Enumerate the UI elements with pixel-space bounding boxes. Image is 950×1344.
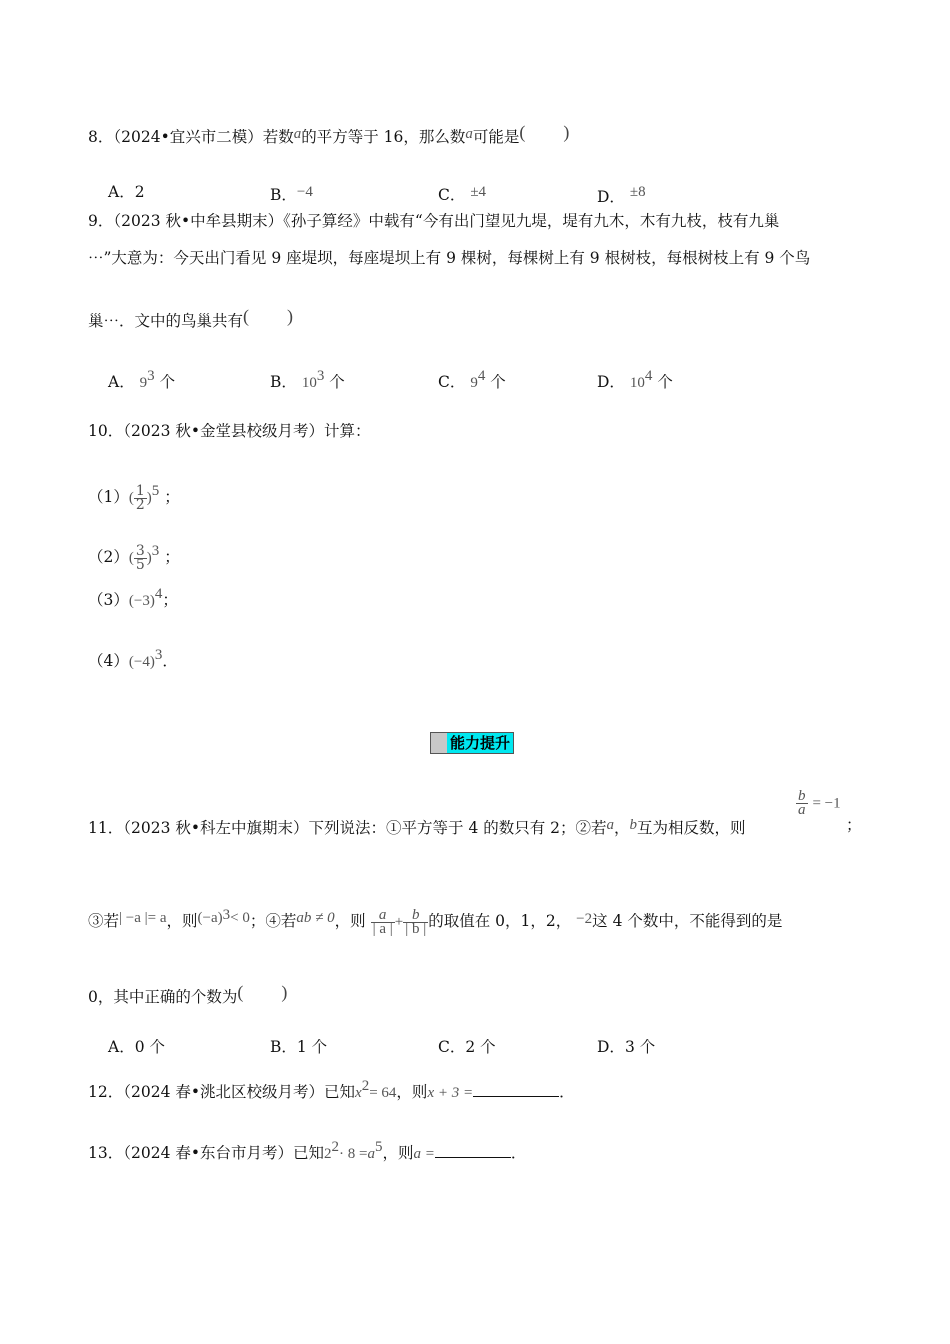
q9-number: 9．: [88, 212, 114, 230]
q8-var-a-2: a: [465, 126, 473, 142]
q9-option-c: C． $9^4$ 个: [438, 368, 506, 391]
question-10: 10．（2023 秋•金堂县校级月考）计算：: [88, 422, 371, 440]
question-11: 11．（2023 秋•科左中旗期末）下列说法：①平方等于 4 的数只有 2；②若a，b互为相反数，则: [88, 817, 746, 837]
section-header: [430, 732, 514, 754]
q9-paren-open: (: [243, 306, 250, 326]
section-title: 能力提升: [447, 733, 513, 753]
q11-option-c: C．2 个: [438, 1038, 496, 1056]
q8-paren-close: ): [563, 122, 570, 142]
question-8: [88, 122, 569, 147]
q9-line-3: 巢⋯．文中的鸟巢共有( ): [88, 306, 294, 330]
question-12: 12．（2024 春•洮北区校级月考）已知$x^2= 64$，则x + 3 = ．: [88, 1078, 575, 1101]
q11-option-b: B．1 个: [270, 1038, 328, 1056]
q8-paren-open: (: [519, 122, 526, 142]
q11-frac-b-over-a: $\frac{b}{a}$ = −1: [798, 788, 841, 818]
q12-answer-blank[interactable]: [473, 1082, 559, 1097]
q9-option-a: A． $9^3$ 个: [108, 368, 176, 391]
q10-item-4: $(4)(-4)^3$．: [88, 647, 178, 670]
q9-source: （2023 秋•中牟县期末）: [113, 212, 284, 230]
q8-option-a: A．2: [108, 183, 145, 201]
q9-line1: 《孙子算经》中载有“今有出门望见九堤，堤有九木，木有九枝，枝有九巢: [283, 212, 780, 230]
q8-number: 8．: [88, 128, 114, 146]
q10-item-2: （2）( $\frac{3}{5}$ )$^3$ ；: [88, 542, 180, 573]
q9-paren-close: ): [287, 306, 294, 326]
q13-answer-blank[interactable]: [435, 1143, 511, 1158]
q11-option-d: D．3 个: [597, 1038, 656, 1056]
q8-option-d: D． ±8: [597, 184, 646, 206]
q9-line-2: ⋯”大意为：今天出门看见 9 座堤坝，每座堤坝上有 9 棵树，每棵树上有 9 根树枝，每根树枝上有 9 个鸟: [88, 249, 811, 267]
q11-semicolon: ；: [846, 816, 862, 834]
q8-text-a: 若数: [262, 128, 294, 146]
q10-item-1: （1）( $\frac{1}{2}$ )$^5$ ；: [88, 482, 180, 513]
q8-source: （2024•宜兴市二模）: [113, 128, 263, 146]
q8-option-c: C． ±4: [438, 184, 487, 204]
section-header-marker: [431, 733, 447, 753]
question-13: 13．（2024 春•东台市月考）已知$2^2\cdot 8 =a^5$，则a = ．: [88, 1139, 527, 1162]
q9-option-d: D． $10^4$ 个: [597, 368, 673, 391]
q8-text-c: 可能是: [472, 128, 520, 146]
q11-option-a: A．0 个: [108, 1038, 165, 1056]
q9-option-b: B． $10^3$ 个: [270, 368, 345, 391]
q8-text-b: 的平方等于 16，那么数: [301, 128, 466, 146]
q8-option-b: B．−4: [270, 184, 313, 204]
q11-line-2: ③若| −a |= a，则$(-a)^3< 0$；④若ab ≠ 0，则 $\frac{a}{| a |}$ + $\frac{b}{| b |}$ 的取值在 0，1，2， −2这 4 个数中，不能得到的是: [88, 906, 783, 937]
q8-var-a: a: [293, 126, 302, 142]
question-9: [88, 211, 779, 231]
q10-item-3: $(3)(-3)^4$；: [88, 586, 178, 609]
q11-line-3: 0，其中正确的个数为( ): [88, 982, 288, 1006]
